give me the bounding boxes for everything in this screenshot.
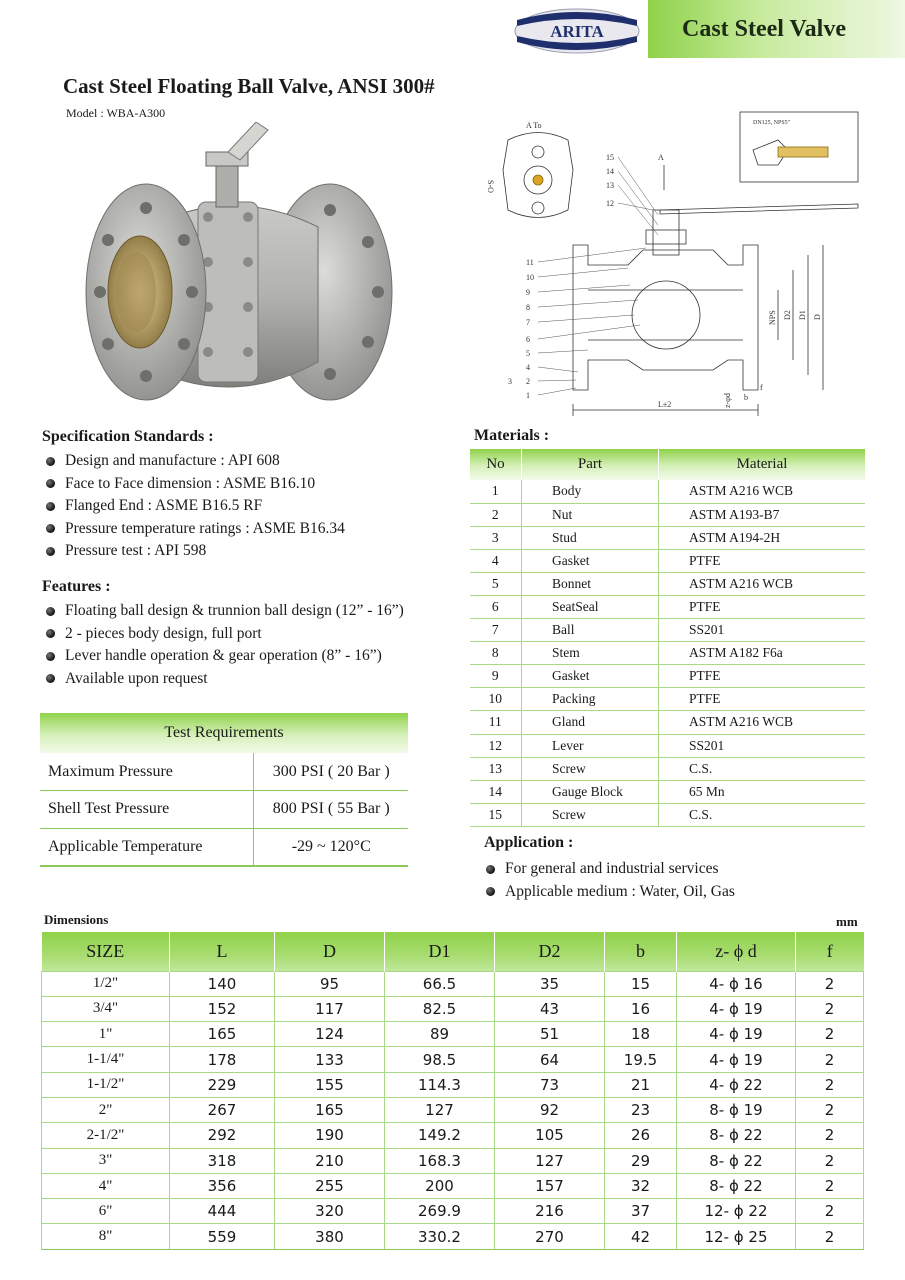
table-cell: 2 bbox=[796, 1097, 864, 1122]
table-cell: 229 bbox=[170, 1072, 275, 1097]
bullet-icon bbox=[46, 674, 55, 683]
bullet-icon bbox=[46, 607, 55, 616]
table-row bbox=[470, 572, 866, 595]
col-header: SIZE bbox=[42, 932, 170, 971]
drawing-dim-D2: D2 bbox=[783, 310, 792, 320]
table-cell: 2 bbox=[796, 1173, 864, 1198]
table-cell: 178 bbox=[170, 1047, 275, 1072]
table-cell: 3 bbox=[470, 526, 522, 549]
drawing-dim-D1: D1 bbox=[798, 310, 807, 320]
table-cell: 10 bbox=[470, 688, 522, 711]
bullet-icon bbox=[46, 629, 55, 638]
table-row bbox=[42, 996, 864, 1021]
model-number: Model : WBA-A300 bbox=[66, 106, 166, 120]
list-item: 2 - pieces body design, full port bbox=[46, 623, 404, 646]
table-cell: 114.3 bbox=[385, 1072, 495, 1097]
table-cell: ASTM A193-B7 bbox=[659, 503, 866, 526]
dimensions-table bbox=[41, 932, 864, 1250]
table-cell: 2 bbox=[470, 503, 522, 526]
table-cell: SeatSeal bbox=[522, 595, 659, 618]
table-cell: 2" bbox=[42, 1097, 170, 1122]
table-cell: 4- ϕ 22 bbox=[677, 1072, 796, 1097]
table-cell: 1 bbox=[470, 480, 522, 503]
drawing-dim-L: L±2 bbox=[658, 400, 672, 409]
table-row bbox=[42, 1224, 864, 1249]
table-cell: 14 bbox=[470, 780, 522, 803]
table-row bbox=[42, 971, 864, 996]
table-cell: 1-1/4" bbox=[42, 1047, 170, 1072]
table-cell: 2 bbox=[796, 1123, 864, 1148]
table-cell: 2 bbox=[796, 1148, 864, 1173]
drawing-dim-z: z-φd bbox=[723, 393, 732, 408]
table-row bbox=[42, 1072, 864, 1097]
table-cell: 4- ϕ 19 bbox=[677, 1022, 796, 1047]
table-cell: 165 bbox=[170, 1022, 275, 1047]
features-title: Features : bbox=[42, 578, 111, 595]
drawing-part-label: 14 bbox=[606, 167, 614, 176]
table-cell: 12- ϕ 25 bbox=[677, 1224, 796, 1249]
table-row bbox=[470, 480, 866, 503]
table-cell: 318 bbox=[170, 1148, 275, 1173]
bullet-icon bbox=[46, 479, 55, 488]
table-cell: 152 bbox=[170, 996, 275, 1021]
table-row bbox=[42, 1148, 864, 1173]
table-cell: 8- ϕ 22 bbox=[677, 1123, 796, 1148]
list-item: Pressure temperature ratings : ASME B16.34 bbox=[46, 518, 345, 541]
table-cell: 73 bbox=[495, 1072, 605, 1097]
col-header: D bbox=[275, 932, 385, 971]
test-requirements-table bbox=[40, 713, 408, 867]
drawing-dim-D: D bbox=[813, 314, 822, 320]
table-cell: Packing bbox=[522, 688, 659, 711]
table-cell: 29 bbox=[605, 1148, 677, 1173]
table-row: Applicable Temperature -29 ~ 120°C bbox=[40, 828, 408, 866]
drawing-dim-NPS: NPS bbox=[768, 310, 777, 325]
col-header: z- ϕ d bbox=[677, 932, 796, 971]
table-cell: 4- ϕ 19 bbox=[677, 996, 796, 1021]
table-cell: 82.5 bbox=[385, 996, 495, 1021]
table-cell: 320 bbox=[275, 1199, 385, 1224]
table-cell: Body bbox=[522, 480, 659, 503]
table-row bbox=[42, 1173, 864, 1198]
table-cell: 98.5 bbox=[385, 1047, 495, 1072]
valve-photo bbox=[78, 122, 398, 422]
drawing-part-label: 4 bbox=[526, 363, 530, 372]
table-cell: 37 bbox=[605, 1199, 677, 1224]
drawing-part-label: 9 bbox=[526, 288, 530, 297]
bullet-icon bbox=[46, 457, 55, 466]
logo-text: ARITA bbox=[550, 22, 604, 41]
table-cell: 2 bbox=[796, 996, 864, 1021]
table-cell: 23 bbox=[605, 1097, 677, 1122]
table-row bbox=[42, 1123, 864, 1148]
table-row bbox=[470, 780, 866, 803]
list-item: Flanged End : ASME B16.5 RF bbox=[46, 495, 345, 518]
table-cell: Gasket bbox=[522, 665, 659, 688]
table-row bbox=[470, 503, 866, 526]
table-cell: 2 bbox=[796, 1072, 864, 1097]
table-cell: 16 bbox=[605, 996, 677, 1021]
application-list bbox=[486, 858, 735, 903]
table-cell: 43 bbox=[495, 996, 605, 1021]
materials-title: Materials : bbox=[474, 427, 550, 444]
table-cell: 210 bbox=[275, 1148, 385, 1173]
table-cell: 9 bbox=[470, 665, 522, 688]
table-cell: 559 bbox=[170, 1224, 275, 1249]
valve-technical-drawing bbox=[478, 110, 878, 420]
table-cell: 1" bbox=[42, 1022, 170, 1047]
table-cell: 6 bbox=[470, 595, 522, 618]
table-cell: 4" bbox=[42, 1173, 170, 1198]
category-title: Cast Steel Valve bbox=[682, 16, 846, 42]
drawing-part-label: 6 bbox=[526, 335, 530, 344]
table-cell: 32 bbox=[605, 1173, 677, 1198]
table-cell: Stem bbox=[522, 642, 659, 665]
list-item: Pressure test : API 598 bbox=[46, 540, 345, 563]
table-cell: 7 bbox=[470, 619, 522, 642]
table-cell: 2 bbox=[796, 1199, 864, 1224]
materials-body bbox=[470, 480, 866, 826]
table-cell: 64 bbox=[495, 1047, 605, 1072]
table-cell: 140 bbox=[170, 971, 275, 996]
table-row bbox=[470, 595, 866, 618]
table-cell: 330.2 bbox=[385, 1224, 495, 1249]
bullet-icon bbox=[486, 865, 495, 874]
table-row bbox=[470, 688, 866, 711]
table-cell: ASTM A216 WCB bbox=[659, 572, 866, 595]
table-cell: 8 bbox=[470, 642, 522, 665]
bullet-icon bbox=[46, 652, 55, 661]
table-cell: Screw bbox=[522, 803, 659, 826]
table-cell: 3/4" bbox=[42, 996, 170, 1021]
table-row bbox=[470, 711, 866, 734]
bullet-icon bbox=[46, 502, 55, 511]
col-header: Part bbox=[522, 449, 659, 480]
drawing-arrow-label: A bbox=[658, 153, 664, 162]
table-cell: 2 bbox=[796, 1047, 864, 1072]
table-row bbox=[470, 757, 866, 780]
drawing-part-label: 3 bbox=[508, 377, 512, 386]
table-cell: 444 bbox=[170, 1199, 275, 1224]
table-cell: 92 bbox=[495, 1097, 605, 1122]
drawing-part-label: 1 bbox=[526, 391, 530, 400]
drawing-part-label: 7 bbox=[526, 318, 530, 327]
table-cell: Lever bbox=[522, 734, 659, 757]
table-row bbox=[470, 803, 866, 826]
table-cell: 6" bbox=[42, 1199, 170, 1224]
table-cell: 42 bbox=[605, 1224, 677, 1249]
table-cell: 12- ϕ 22 bbox=[677, 1199, 796, 1224]
list-item: Lever handle operation & gear operation (8” - 16”) bbox=[46, 645, 404, 668]
table-cell: 165 bbox=[275, 1097, 385, 1122]
list-item: Face to Face dimension : ASME B16.10 bbox=[46, 473, 345, 496]
table-cell: PTFE bbox=[659, 549, 866, 572]
list-item: Applicable medium : Water, Oil, Gas bbox=[486, 881, 735, 904]
table-cell: 4 bbox=[470, 549, 522, 572]
dimensions-title: Dimensions bbox=[44, 912, 109, 927]
table-cell: 1-1/2" bbox=[42, 1072, 170, 1097]
table-cell: 15 bbox=[470, 803, 522, 826]
table-cell: 12 bbox=[470, 734, 522, 757]
table-cell: PTFE bbox=[659, 595, 866, 618]
list-item: For general and industrial services bbox=[486, 858, 735, 881]
drawing-part-label: 10 bbox=[526, 273, 534, 282]
table-cell: ASTM A216 WCB bbox=[659, 711, 866, 734]
table-cell: 8- ϕ 22 bbox=[677, 1173, 796, 1198]
bullet-icon bbox=[46, 547, 55, 556]
list-item: Floating ball design & trunnion ball design (12” - 16”) bbox=[46, 600, 404, 623]
table-cell: 356 bbox=[170, 1173, 275, 1198]
drawing-top-label: A To bbox=[526, 121, 542, 130]
table-cell: 117 bbox=[275, 996, 385, 1021]
table-cell: 380 bbox=[275, 1224, 385, 1249]
table-cell: 2 bbox=[796, 1224, 864, 1249]
table-cell: 11 bbox=[470, 711, 522, 734]
table-cell: PTFE bbox=[659, 688, 866, 711]
table-cell: 200 bbox=[385, 1173, 495, 1198]
col-header: D2 bbox=[495, 932, 605, 971]
table-cell: 269.9 bbox=[385, 1199, 495, 1224]
table-cell: 127 bbox=[385, 1097, 495, 1122]
table-cell: 270 bbox=[495, 1224, 605, 1249]
table-cell: Ball bbox=[522, 619, 659, 642]
table-cell: C.S. bbox=[659, 757, 866, 780]
table-cell: 66.5 bbox=[385, 971, 495, 996]
col-header: No bbox=[470, 449, 522, 480]
table-cell: 65 Mn bbox=[659, 780, 866, 803]
table-cell: SS201 bbox=[659, 619, 866, 642]
table-cell: 127 bbox=[495, 1148, 605, 1173]
bullet-icon bbox=[46, 524, 55, 533]
table-cell: 5 bbox=[470, 572, 522, 595]
list-item: Available upon request bbox=[46, 668, 404, 691]
table-row: Maximum Pressure 300 PSI ( 20 Bar ) bbox=[40, 753, 408, 791]
drawing-part-label: 5 bbox=[526, 349, 530, 358]
drawing-part-label: 2 bbox=[526, 377, 530, 386]
table-cell: 8- ϕ 19 bbox=[677, 1097, 796, 1122]
drawing-part-label: 11 bbox=[526, 258, 534, 267]
test-requirements-title: Test Requirements bbox=[40, 713, 408, 753]
table-cell: 105 bbox=[495, 1123, 605, 1148]
application-title: Application : bbox=[484, 834, 574, 851]
drawing-part-label: 12 bbox=[606, 199, 614, 208]
table-cell: SS201 bbox=[659, 734, 866, 757]
table-cell: 4- ϕ 16 bbox=[677, 971, 796, 996]
table-cell: PTFE bbox=[659, 665, 866, 688]
table-cell: 51 bbox=[495, 1022, 605, 1047]
table-cell: C.S. bbox=[659, 803, 866, 826]
list-item: Design and manufacture : API 608 bbox=[46, 450, 345, 473]
features-list bbox=[46, 600, 404, 690]
table-cell: 155 bbox=[275, 1072, 385, 1097]
table-cell: 95 bbox=[275, 971, 385, 996]
table-cell: 149.2 bbox=[385, 1123, 495, 1148]
dimensions-unit: mm bbox=[836, 914, 858, 929]
spec-title: Specification Standards : bbox=[42, 428, 214, 445]
table-cell: Gasket bbox=[522, 549, 659, 572]
table-row bbox=[42, 1199, 864, 1224]
drawing-dim-f: f bbox=[760, 383, 763, 392]
drawing-part-label: 8 bbox=[526, 303, 530, 312]
table-row bbox=[470, 549, 866, 572]
spec-list bbox=[46, 450, 345, 563]
table-cell: 267 bbox=[170, 1097, 275, 1122]
table-cell: 255 bbox=[275, 1173, 385, 1198]
col-header: b bbox=[605, 932, 677, 971]
table-cell: 18 bbox=[605, 1022, 677, 1047]
table-cell: 19.5 bbox=[605, 1047, 677, 1072]
table-cell: 157 bbox=[495, 1173, 605, 1198]
table-cell: 216 bbox=[495, 1199, 605, 1224]
table-cell: ASTM A194-2H bbox=[659, 526, 866, 549]
table-cell: 89 bbox=[385, 1022, 495, 1047]
table-cell: 292 bbox=[170, 1123, 275, 1148]
table-cell: 26 bbox=[605, 1123, 677, 1148]
bullet-icon bbox=[486, 887, 495, 896]
drawing-inset-label: DN125, NPS5" bbox=[753, 120, 791, 126]
table-cell: 124 bbox=[275, 1022, 385, 1047]
table-cell: 4- ϕ 19 bbox=[677, 1047, 796, 1072]
col-header: f bbox=[796, 932, 864, 971]
table-cell: ASTM A216 WCB bbox=[659, 480, 866, 503]
table-row: Shell Test Pressure 800 PSI ( 55 Bar ) bbox=[40, 791, 408, 829]
table-row bbox=[470, 734, 866, 757]
drawing-side-label: S-O bbox=[486, 180, 495, 193]
drawing-dim-b: b bbox=[744, 393, 748, 402]
table-cell: Stud bbox=[522, 526, 659, 549]
col-header: D1 bbox=[385, 932, 495, 971]
table-cell: Gland bbox=[522, 711, 659, 734]
table-cell: 2-1/2" bbox=[42, 1123, 170, 1148]
table-cell: 2 bbox=[796, 1022, 864, 1047]
table-cell: 15 bbox=[605, 971, 677, 996]
table-cell: 13 bbox=[470, 757, 522, 780]
table-cell: 8- ϕ 22 bbox=[677, 1148, 796, 1173]
table-row bbox=[470, 619, 866, 642]
drawing-part-label: 13 bbox=[606, 181, 614, 190]
table-cell: Bonnet bbox=[522, 572, 659, 595]
table-row bbox=[470, 665, 866, 688]
table-cell: 21 bbox=[605, 1072, 677, 1097]
table-cell: 3" bbox=[42, 1148, 170, 1173]
table-cell: 35 bbox=[495, 971, 605, 996]
table-cell: Gauge Block bbox=[522, 780, 659, 803]
arita-logo bbox=[512, 6, 642, 56]
table-row bbox=[42, 1022, 864, 1047]
table-cell: Nut bbox=[522, 503, 659, 526]
table-row bbox=[42, 1097, 864, 1122]
table-cell: 168.3 bbox=[385, 1148, 495, 1173]
drawing-part-label: 15 bbox=[606, 153, 614, 162]
table-row bbox=[42, 1047, 864, 1072]
table-cell: 2 bbox=[796, 971, 864, 996]
table-cell: 133 bbox=[275, 1047, 385, 1072]
col-header: Material bbox=[659, 449, 866, 480]
table-cell: 1/2" bbox=[42, 971, 170, 996]
table-cell: ASTM A182 F6a bbox=[659, 642, 866, 665]
table-row bbox=[470, 526, 866, 549]
table-cell: Screw bbox=[522, 757, 659, 780]
materials-table bbox=[469, 449, 865, 827]
page-title: Cast Steel Floating Ball Valve, ANSI 300# bbox=[63, 74, 435, 98]
col-header: L bbox=[170, 932, 275, 971]
table-cell: 8" bbox=[42, 1224, 170, 1249]
table-row bbox=[470, 642, 866, 665]
table-cell: 190 bbox=[275, 1123, 385, 1148]
